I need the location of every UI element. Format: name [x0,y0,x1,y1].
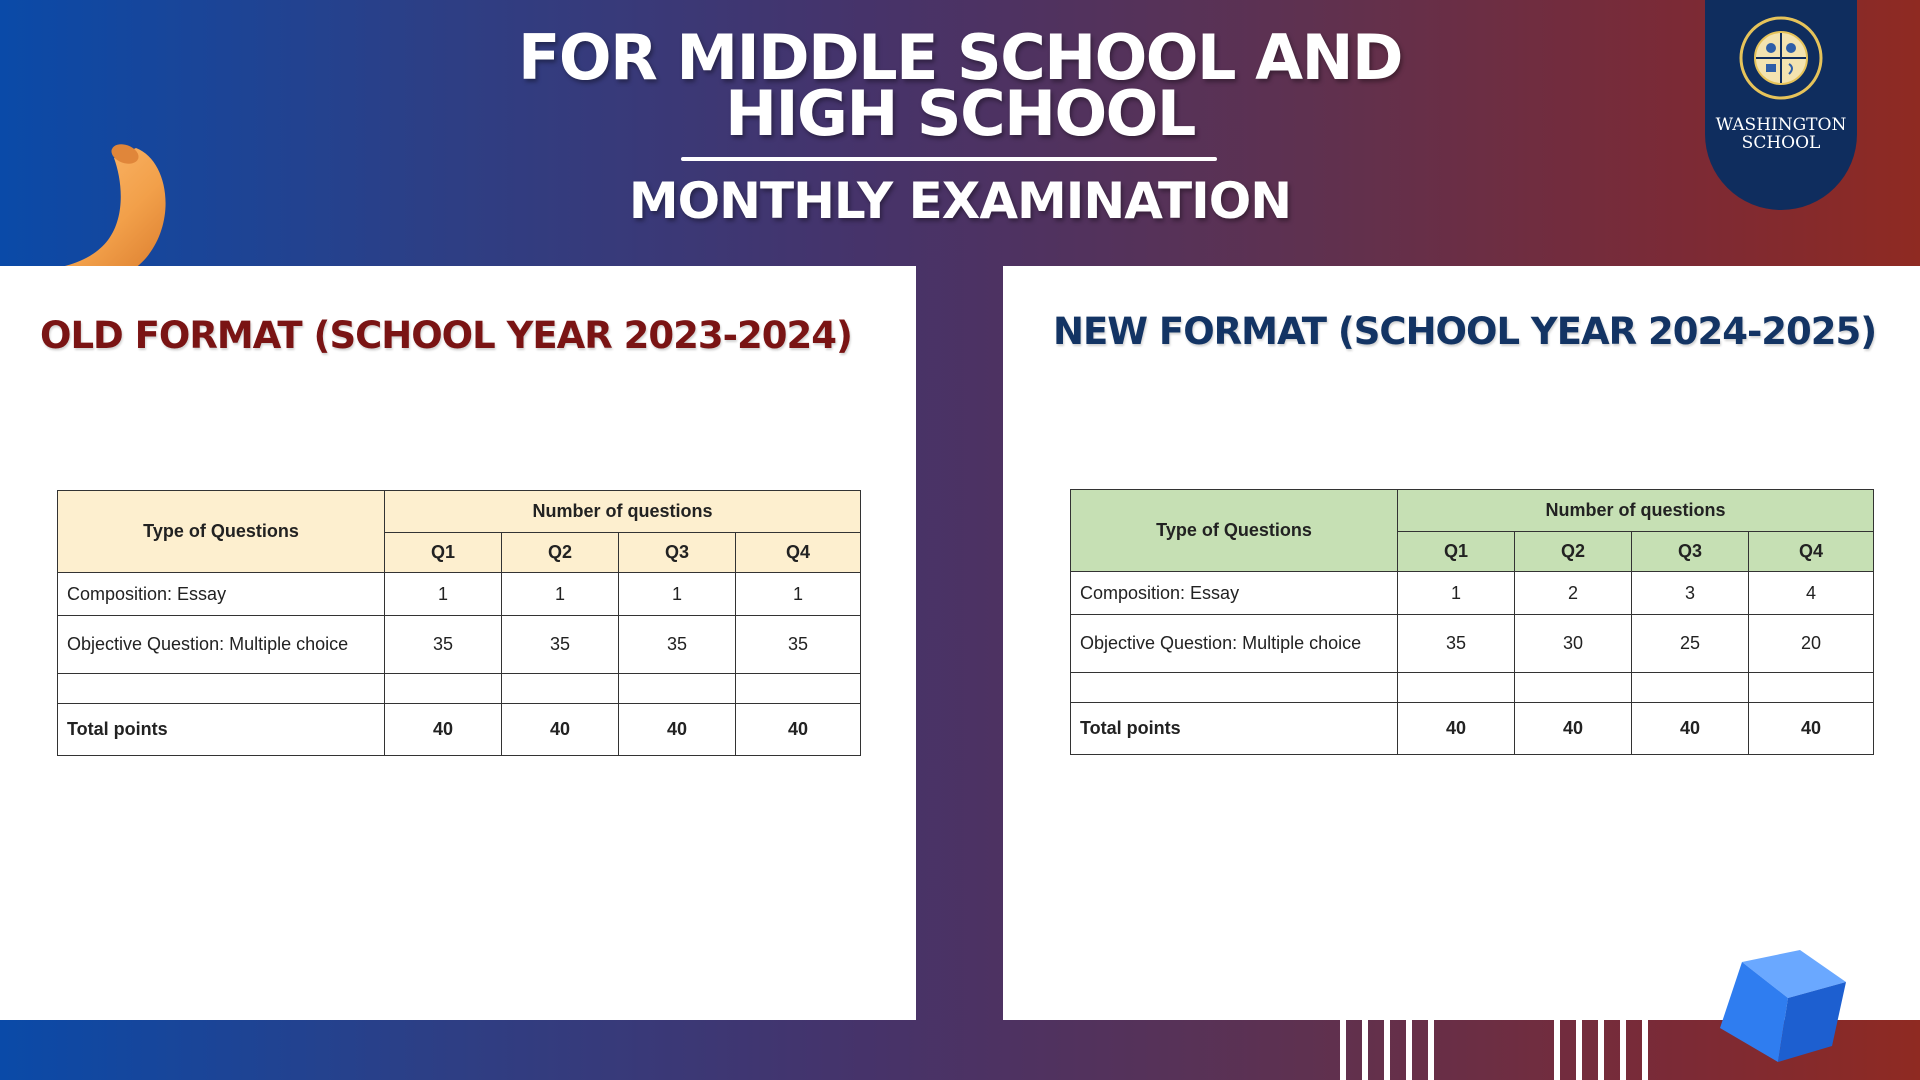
row-label: Objective Question: Multiple choice [1071,615,1398,673]
quarter-header: Q4 [1749,532,1874,572]
quarter-header: Q4 [736,533,861,573]
quarter-header: Q2 [502,533,619,573]
row-label: Total points [1071,703,1398,755]
cell-value [385,674,502,704]
page-title [0,21,1920,150]
cell-value: 1 [385,573,502,616]
table-row [58,573,861,616]
cell-value: 35 [736,616,861,674]
number-of-questions-header: Number of questions [385,491,861,533]
cell-value: 1 [502,573,619,616]
cell-value: 40 [1515,703,1632,755]
new-format-panel [1003,266,1920,1020]
cell-value: 35 [502,616,619,674]
old-format-title: OLD FORMAT (SCHOOL YEAR 2023-2024) [40,314,852,357]
quarter-header: Q1 [385,533,502,573]
cell-value [1515,673,1632,703]
cell-value [619,674,736,704]
cell-value: 1 [619,573,736,616]
new-format-table [1070,489,1874,755]
cell-value: 1 [1398,572,1515,615]
page-subtitle: MONTHLY EXAMINATION [628,172,1292,230]
cell-value: 25 [1632,615,1749,673]
white-stripes [1340,1020,1700,1080]
row-label: Objective Question: Multiple choice [58,616,385,674]
cell-value [1749,673,1874,703]
table-row [58,616,861,674]
new-format-title: NEW FORMAT (SCHOOL YEAR 2024-2025) [1053,310,1877,353]
cell-value: 40 [502,704,619,756]
school-name-line1: WASHINGTON [1715,115,1847,135]
cell-value: 2 [1515,572,1632,615]
row-label: Composition: Essay [1071,572,1398,615]
cell-value: 40 [1632,703,1749,755]
type-of-questions-header: Type of Questions [1071,490,1398,572]
cell-value: 35 [385,616,502,674]
cell-value [1398,673,1515,703]
quarter-header: Q3 [1632,532,1749,572]
table-row [1071,572,1874,615]
school-name-line2: SCHOOL [1741,133,1821,153]
table-row-empty [58,674,861,704]
type-of-questions-header: Type of Questions [58,491,385,573]
quarter-header: Q3 [619,533,736,573]
table-row-empty [1071,673,1874,703]
school-seal-icon [1739,16,1823,100]
cell-value: 40 [1398,703,1515,755]
cell-value: 4 [1749,572,1874,615]
cell-value: 40 [385,704,502,756]
cell-value: 40 [619,704,736,756]
table-row [1071,615,1874,673]
row-label [1071,673,1398,703]
table-header-row [1071,490,1874,532]
page-title-line1: FOR MIDDLE SCHOOL AND [518,21,1402,94]
cell-value: 3 [1632,572,1749,615]
quarter-header: Q1 [1398,532,1515,572]
table-row-total [58,704,861,756]
cell-value [502,674,619,704]
page-title-line2: HIGH SCHOOL [725,77,1195,150]
old-format-table [57,490,861,756]
number-of-questions-header: Number of questions [1398,490,1874,532]
title-divider [681,157,1217,161]
cell-value: 35 [619,616,736,674]
cell-value: 20 [1749,615,1874,673]
blue-cube-icon [1712,950,1852,1070]
row-label: Total points [58,704,385,756]
school-name [1705,116,1857,152]
cell-value: 1 [736,573,861,616]
cell-value: 40 [1749,703,1874,755]
row-label: Composition: Essay [58,573,385,616]
quarter-header: Q2 [1515,532,1632,572]
row-label [58,674,385,704]
table-row-total [1071,703,1874,755]
cell-value [736,674,861,704]
cell-value [1632,673,1749,703]
table-header-row [58,491,861,533]
cell-value: 40 [736,704,861,756]
old-format-panel [0,266,916,1020]
cell-value: 35 [1398,615,1515,673]
cell-value: 30 [1515,615,1632,673]
school-logo [1705,0,1857,210]
